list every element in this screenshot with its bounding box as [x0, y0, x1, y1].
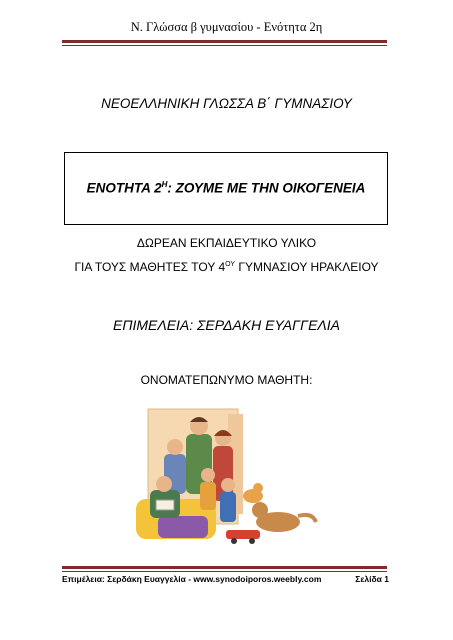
free-material-line: ΔΩΡΕΑΝ ΕΚΠΑΙΔΕΥΤΙΚΟ ΥΛΙΚΟ [136, 236, 317, 250]
students-line-sup: ΟΥ [225, 261, 236, 268]
child-2-body [220, 492, 236, 522]
purple-cushion [158, 516, 208, 538]
dog-tail [298, 515, 316, 522]
child-1-head [201, 468, 215, 482]
toy-car-wheel [231, 538, 237, 544]
students-line [0, 260, 453, 274]
grandmother-head [156, 476, 172, 492]
toy-car-wheel [249, 538, 255, 544]
dog-head [252, 502, 268, 518]
footer-rule-thin [62, 571, 387, 572]
book [156, 500, 174, 510]
header-rule-thick [62, 40, 387, 43]
footer-left: Επιμέλεια: Σερδάκη Ευαγγελία - www.synodoiporos.weebly.com [62, 574, 322, 584]
unit-title [64, 180, 388, 196]
footer-rule-thick [62, 566, 387, 569]
subject-title: ΝΕΟΕΛΛΗΝΙΚΗ ΓΛΩΣΣΑ Β΄ ΓΥΜΝΑΣΙΟΥ [101, 96, 352, 111]
cat-head [253, 483, 263, 493]
students-line-prefix: ΓΙΑ ΤΟΥΣ ΜΑΘΗΤΕΣ ΤΟΥ 4 [74, 260, 226, 274]
student-name-label: ΟΝΟΜΑΤΕΠΩΝΥΜΟ ΜΑΘΗΤΗ: [140, 373, 313, 387]
toy-car [226, 530, 260, 539]
child-1-body [200, 482, 216, 510]
family-illustration [128, 404, 328, 554]
child-2-head [221, 478, 235, 492]
editor-line: ΕΠΙΜΕΛΕΙΑ: ΣΕΡΔΑΚΗ ΕΥΑΓΓΕΛΙΑ [112, 317, 340, 333]
page-number: Σελίδα 1 [355, 574, 389, 584]
unit-title-sup: Η [161, 180, 168, 189]
grandfather-head [167, 439, 183, 455]
unit-title-prefix: ΕΝΟΤΗΤΑ 2 [86, 180, 162, 196]
page-header: Ν. Γλώσσα β γυμνασίου - Ενότητα 2η [130, 20, 323, 34]
unit-title-suffix: : ΖΟΥΜΕ ΜΕ ΤΗΝ ΟΙΚΟΓΕΝΕΙΑ [167, 180, 366, 196]
students-line-suffix: ΓΥΜΝΑΣΙΟΥ ΗΡΑΚΛΕΙΟΥ [235, 260, 379, 274]
header-rule-thin [62, 45, 387, 46]
